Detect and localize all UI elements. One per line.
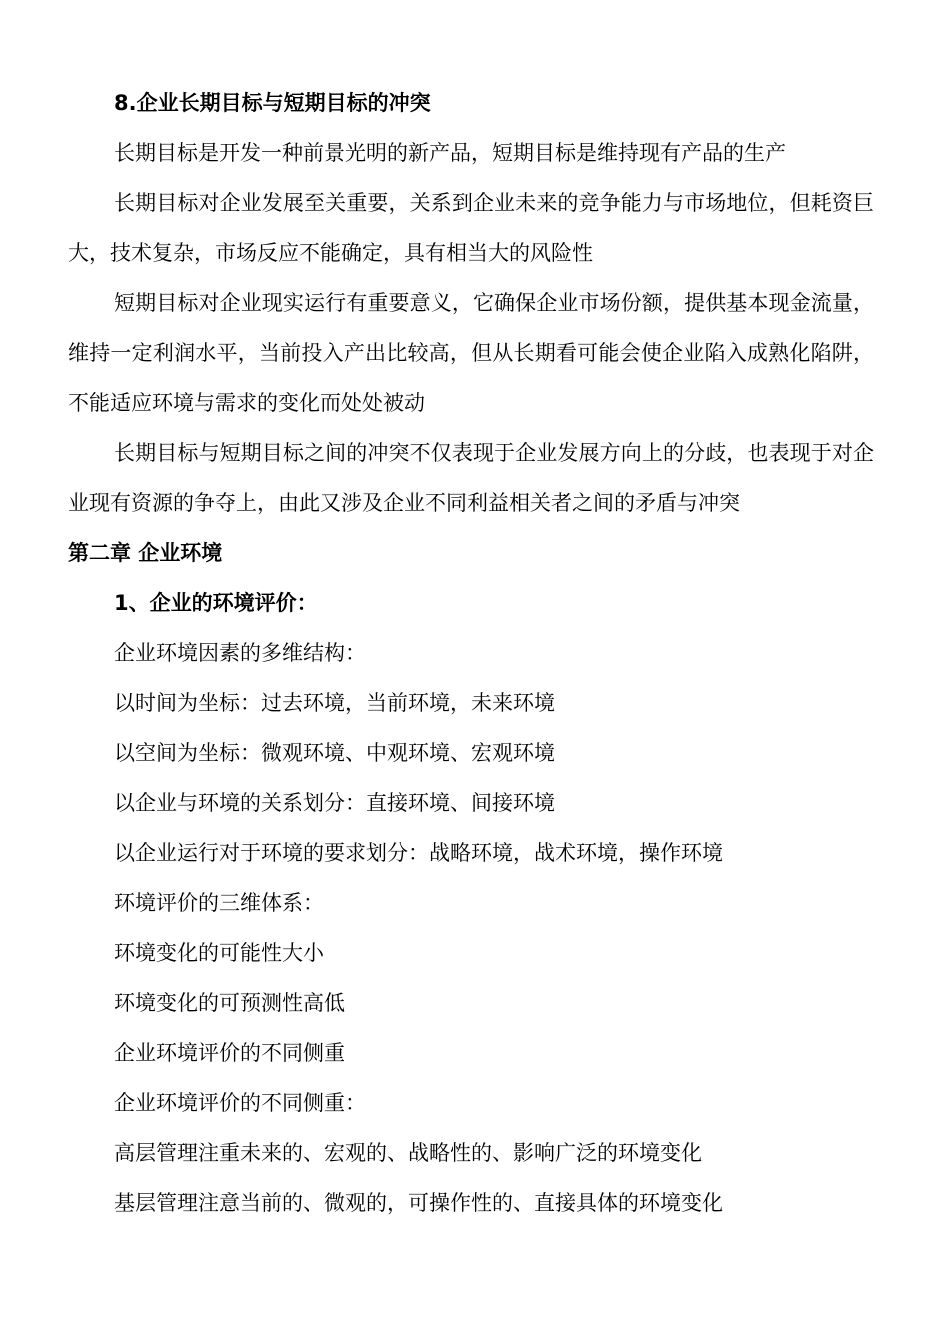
paragraph: 短期目标对企业现实运行有重要意义，它确保企业市场份额，提供基本现金流量，维持一定利润水平，当前投入产出比较高，但从长期看可能会使企业陷入成熟化陷阱，不能适应环境与需求的变化而处处被动 bbox=[68, 291, 874, 415]
paragraph: 长期目标与短期目标之间的冲突不仅表现于企业发展方向上的分歧，也表现于对企业现有资源的争夺上，由此又涉及企业不同利益相关者之间的矛盾与冲突 bbox=[68, 441, 874, 515]
text-line: 以企业与环境的关系划分：直接环境、间接环境 bbox=[114, 791, 555, 815]
text-line: 以企业运行对于环境的要求划分：战略环境，战术环境，操作环境 bbox=[114, 841, 723, 865]
text-line: 高层管理注重未来的、宏观的、战略性的、影响广泛的环境变化 bbox=[114, 1141, 702, 1165]
text-line: 环境评价的三维体系： bbox=[114, 891, 324, 915]
text-line: 企业环境评价的不同侧重： bbox=[114, 1091, 366, 1115]
text-line: 环境变化的可预测性高低 bbox=[114, 991, 345, 1015]
section-heading: 8.企业长期目标与短期目标的冲突 bbox=[114, 91, 431, 115]
document-page bbox=[68, 78, 874, 1228]
paragraph: 长期目标对企业发展至关重要，关系到企业未来的竞争能力与市场地位，但耗资巨大，技术复杂，市场反应不能确定，具有相当大的风险性 bbox=[68, 191, 874, 265]
section-heading: 1、企业的环境评价： bbox=[114, 591, 318, 615]
text-line: 基层管理注意当前的、微观的，可操作性的、直接具体的环境变化 bbox=[114, 1191, 723, 1215]
text-line: 企业环境因素的多维结构： bbox=[114, 641, 366, 665]
text-line: 以时间为坐标：过去环境，当前环境，未来环境 bbox=[114, 691, 555, 715]
text-line: 以空间为坐标：微观环境、中观环境、宏观环境 bbox=[114, 741, 555, 765]
text-line: 环境变化的可能性大小 bbox=[114, 941, 324, 965]
chapter-title: 第二章 企业环境 bbox=[68, 541, 223, 565]
text-line: 企业环境评价的不同侧重 bbox=[114, 1041, 345, 1065]
paragraph: 长期目标是开发一种前景光明的新产品，短期目标是维持现有产品的生产 bbox=[114, 141, 786, 165]
